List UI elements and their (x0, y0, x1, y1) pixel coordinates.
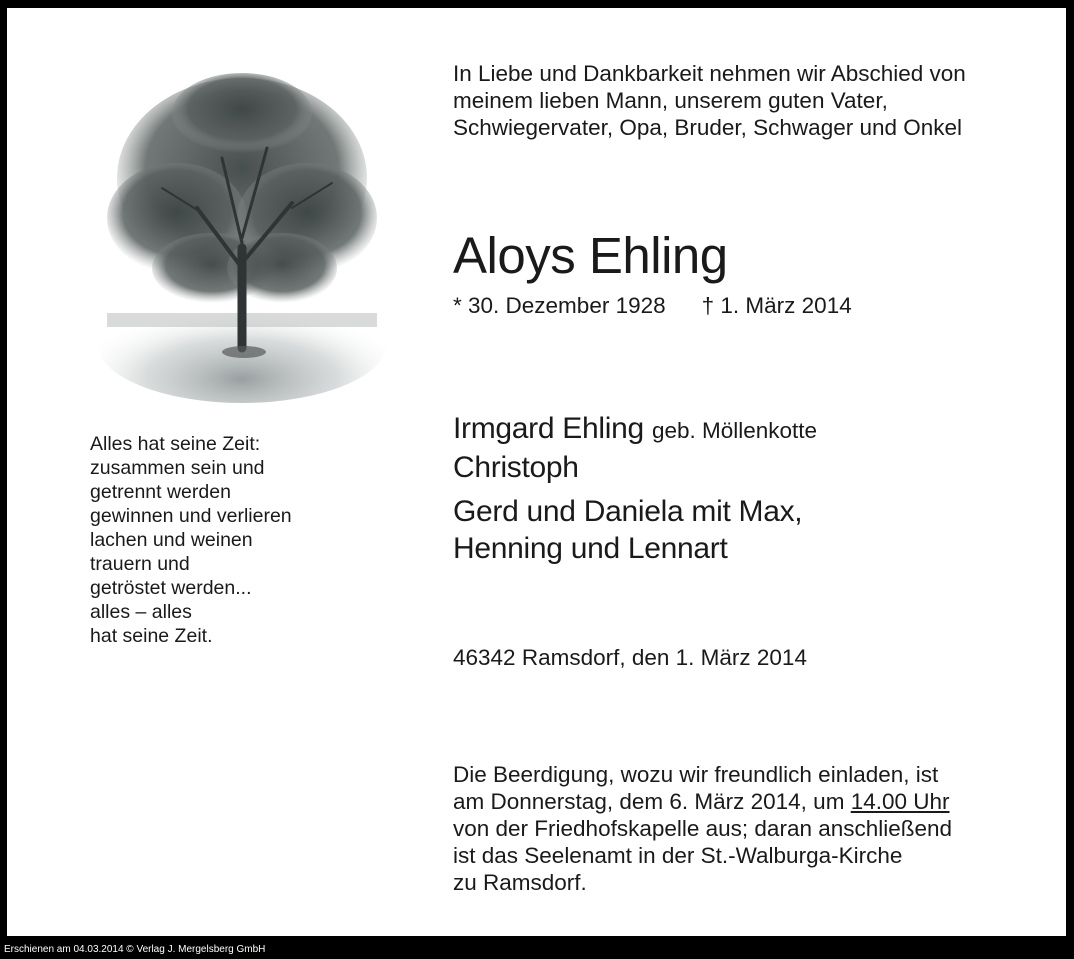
life-dates (453, 292, 852, 320)
tree-in-mist-icon (92, 68, 392, 408)
publication-footer: Erschienen am 04.03.2014 © Verlag J. Mergelsberg GmbH (4, 944, 266, 955)
family-member-line: Gerd und Daniela mit Max, Henning und Lennart (453, 495, 803, 565)
family-member-line: Christoph (453, 451, 579, 484)
death-date: † 1. März 2014 (701, 293, 852, 318)
funeral-text-end: von der Friedhofskapelle aus; daran anschließend ist das Seelenamt in der St.-Walburga-Kirche zu Ramsdorf. (453, 816, 953, 895)
obituary-card (7, 8, 1066, 936)
widow-name: Irmgard Ehling (453, 412, 644, 445)
intro-text: In Liebe und Dankbarkeit nehmen wir Abschied von meinem lieben Mann, unserem guten Vater, Schwiegervater, Opa, Bruder, Schwager und Onkel (453, 61, 966, 140)
birth-date: * 30. Dezember 1928 (453, 293, 666, 318)
deceased-name: Aloys Ehling (453, 227, 728, 284)
funeral-notice (453, 761, 952, 896)
place-date: 46342 Ramsdorf, den 1. März 2014 (453, 645, 807, 670)
family-member-line (453, 410, 817, 449)
poem: Alles hat seine Zeit: zusammen sein und getrennt werden gewinnen und verlieren lachen und weinen trauern und getröstet werden... alles – alles hat seine Zeit. (90, 433, 292, 647)
funeral-text-start: Die Beerdigung, wozu wir freundlich einladen, ist am Donnerstag, dem 6. März 2014, um (453, 762, 939, 814)
maiden-name: geb. Möllenkotte (651, 418, 818, 443)
funeral-time: 14.00 Uhr (850, 789, 950, 814)
